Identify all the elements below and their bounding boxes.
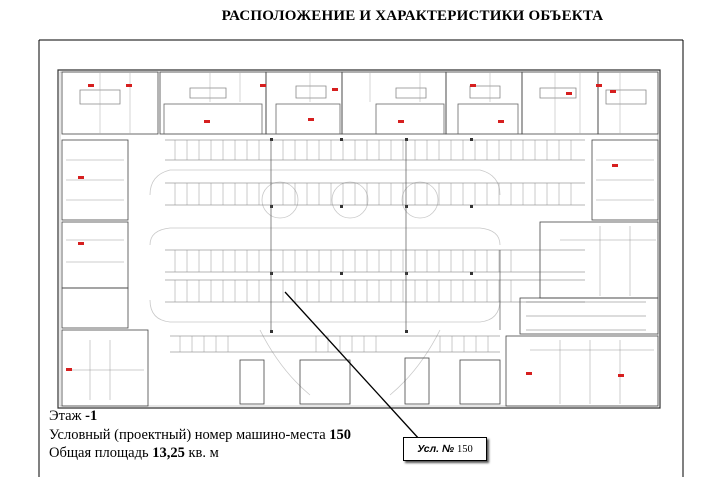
floor-value: -1 <box>85 408 98 424</box>
callout-label: Усл. № <box>417 443 455 455</box>
object-info <box>49 407 351 463</box>
area-value: 13,25 <box>152 445 185 461</box>
right-blocks <box>506 140 658 406</box>
area-label: Общая площадь <box>49 445 149 461</box>
place-label: Условный (проектный) номер машино-места <box>49 426 326 443</box>
left-blocks <box>62 140 148 406</box>
area-unit: кв. м <box>188 445 219 461</box>
area-line <box>49 444 351 463</box>
callout-number: 150 <box>457 443 473 455</box>
parking-callout <box>403 437 487 461</box>
structural-columns <box>270 138 473 333</box>
floor-line <box>49 407 351 426</box>
page-title-text: РАСПОЛОЖЕНИЕ И ХАРАКТЕРИСТИКИ ОБЪЕКТА <box>221 8 604 24</box>
top-blocks <box>62 72 658 134</box>
parking-rows <box>165 140 585 352</box>
ramp-curves <box>150 170 500 395</box>
lower-blocks <box>240 358 500 404</box>
parking-space-dividers <box>175 140 571 352</box>
grid-lines <box>271 140 500 330</box>
place-line <box>49 426 351 445</box>
floor-label: Этаж <box>49 408 82 424</box>
place-value: 150 <box>329 426 352 443</box>
